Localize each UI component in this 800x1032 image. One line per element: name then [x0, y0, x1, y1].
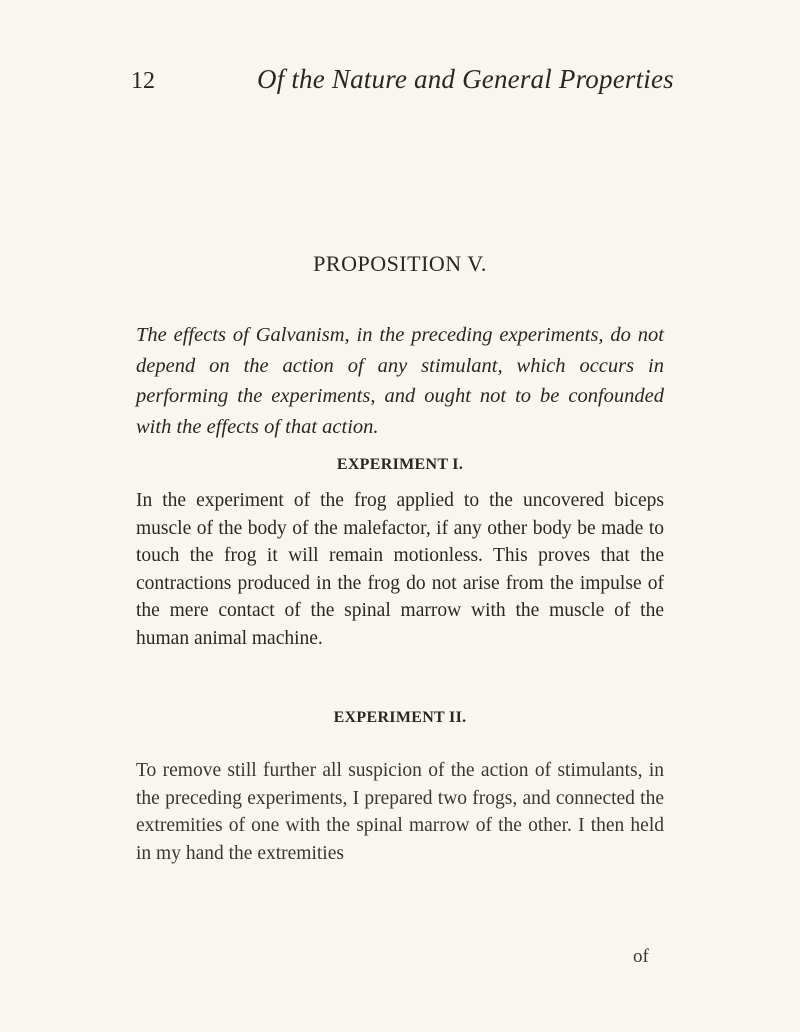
page-number: 12 — [131, 68, 155, 94]
experiment-2-paragraph: To remove still further all suspicion of the action of stimulants, in the preceding experiments, I prepared two frogs, and connected the extremities of one with the spinal marrow of the other. I then held in my hand the extremities — [136, 760, 664, 864]
proposition-statement: The effects of Galvanism, in the preceding experiments, do not depend on the action of any stimulant, which occurs in performing the experiments, and ought not to be confounded with the effects of that action. — [136, 324, 664, 438]
proposition-heading: PROPOSITION V. — [313, 251, 487, 276]
running-title: Of the Nature and General Properties — [257, 64, 674, 94]
experiment-1-heading: EXPERIMENT I. — [336, 456, 464, 473]
experiment-2-heading: EXPERIMENT II. — [333, 709, 467, 726]
running-head — [0, 64, 800, 104]
experiment-1-paragraph: In the experiment of the frog applied to the uncovered biceps muscle of the body of the malefactor, if any other body be made to touch the frog it will remain motionless. This proves that the contractions produced in the frog do not arise from the impulse of the mere contact of the spinal marrow with the muscle of the human animal machine. — [136, 490, 664, 649]
catchword: of — [633, 946, 649, 967]
